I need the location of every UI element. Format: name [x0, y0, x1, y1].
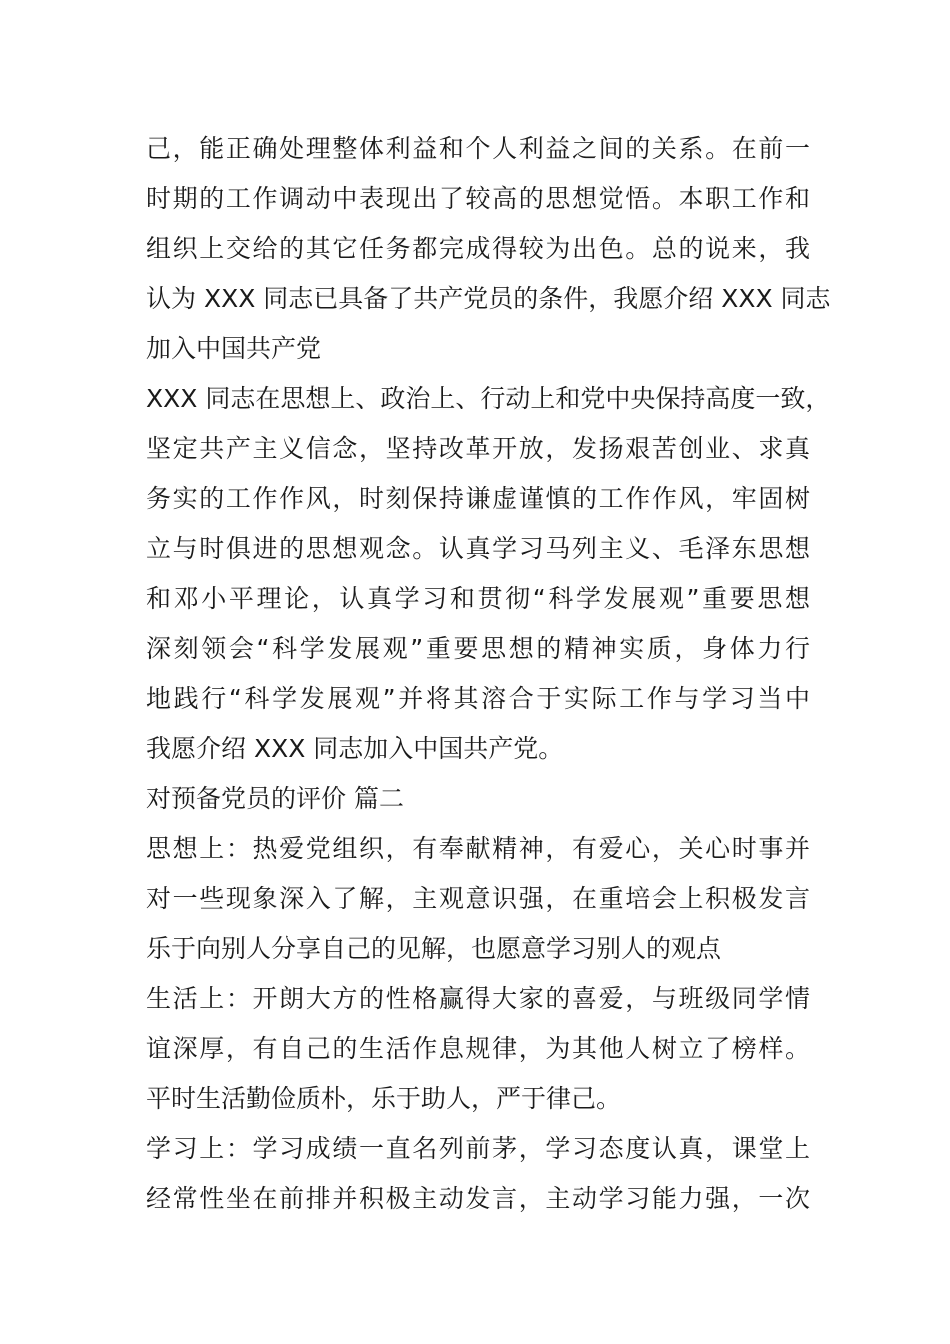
text-line: 乐于向别人分享自己的见解，也愿意学习别人的观点	[146, 934, 722, 963]
text-line: 深刻领会“科学发展观”重要思想的精神实质，身体力行	[146, 634, 810, 663]
body-text	[146, 124, 831, 1224]
text-line: 对一些现象深入了解，主观意识强，在重培会上积极发言	[146, 884, 810, 913]
text-line: 立与时俱进的思想观念。认真学习马列主义、毛泽东思想	[146, 534, 810, 563]
text-line: 认为 XXX 同志已具备了共产党员的条件，我愿介绍 XXX 同志	[146, 284, 831, 313]
text-line: 经常性坐在前排并积极主动发言，主动学习能力强，一次	[146, 1184, 810, 1213]
text-line: 我愿介绍 XXX 同志加入中国共产党。	[146, 734, 564, 763]
text-line: 地践行“科学发展观”并将其溶合于实际工作与学习当中	[146, 684, 810, 713]
text-line: 加入中国共产党	[146, 334, 322, 363]
text-line: 平时生活勤俭质朴，乐于助人，严于律己。	[146, 1084, 622, 1113]
text-line: 谊深厚，有自己的生活作息规律，为其他人树立了榜样。	[146, 1034, 810, 1063]
text-line: 己，能正确处理整体利益和个人利益之间的关系。在前一	[146, 134, 810, 163]
text-line: 和邓小平理论，认真学习和贯彻“科学发展观”重要思想	[146, 584, 810, 613]
text-line: 组织上交给的其它任务都完成得较为出色。总的说来，我	[146, 234, 810, 263]
text-line: 学习上：学习成绩一直名列前茅，学习态度认真，课堂上	[146, 1134, 810, 1163]
text-line: XXX 同志在思想上、政治上、行动上和党中央保持高度一致，	[146, 384, 831, 413]
text-line: 生活上：开朗大方的性格赢得大家的喜爱，与班级同学情	[146, 984, 810, 1013]
text-line: 务实的工作作风，时刻保持谦虚谨慎的工作作风，牢固树	[146, 484, 810, 513]
text-line: 时期的工作调动中表现出了较高的思想觉悟。本职工作和	[146, 184, 810, 213]
section-heading: 对预备党员的评价 篇二	[146, 784, 404, 813]
text-line: 思想上：热爱党组织，有奉献精神，有爱心，关心时事并	[146, 834, 810, 863]
text-line: 坚定共产主义信念，坚持改革开放，发扬艰苦创业、求真	[146, 434, 810, 463]
